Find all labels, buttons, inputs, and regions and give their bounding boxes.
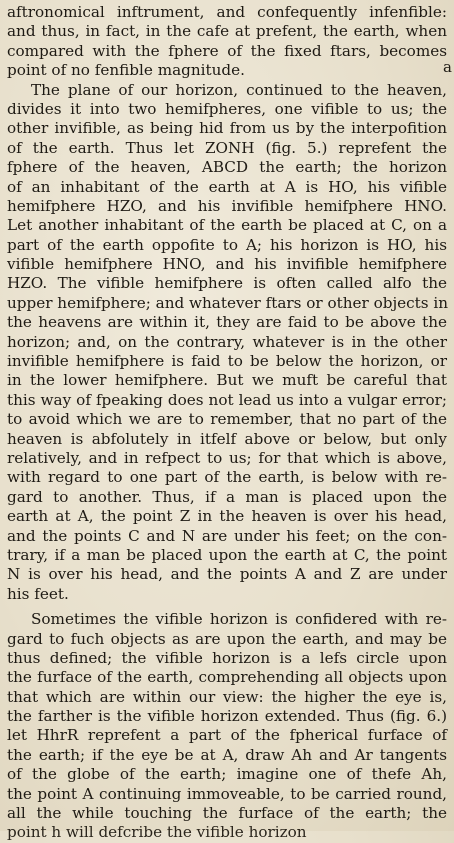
text-line: and the points C and N are under his feet; on the con- xyxy=(7,526,447,545)
text-line: The plane of our horizon, continued to the heaven, xyxy=(31,80,447,99)
text-line: divides it into two hemifpheres, one vifible to us; the xyxy=(7,99,447,118)
text-line: relatively, and in refpect to us; for that which is above, xyxy=(7,448,447,467)
text-line: compared with the fphere of the fixed ftars, becomes xyxy=(7,41,447,60)
text-line: the farther is the vifible horizon extended. Thus (fig. 6.) xyxy=(7,707,447,726)
text-line: gard to another. Thus, if a man is placed upon the xyxy=(7,487,447,506)
paragraph-1 xyxy=(7,3,447,81)
text-line: of the globe of the earth; imagine one of thefe Ah, xyxy=(7,765,447,784)
text-line: vifible hemifphere HNO, and his invifible hemifphere xyxy=(7,255,447,274)
paragraph-3 xyxy=(7,610,447,843)
text-line: let HhrR reprefent a part of the fpherical furface of xyxy=(7,726,447,745)
text-line: HZO. The vifible hemifphere is often called alfo the xyxy=(7,274,447,293)
text-line: the heavens are within it, they are faid to be above the xyxy=(7,313,447,332)
paragraph-2 xyxy=(7,81,447,605)
text-line: Sometimes the vifible horizon is confidered with re- xyxy=(31,610,447,629)
text-line: in the lower hemifphere. But we muft be careful that xyxy=(7,371,447,390)
text-line: part of the earth oppofite to A; his horizon is HO, his xyxy=(7,235,447,254)
text-line: to avoid which we are to remember, that no part of the xyxy=(7,410,447,429)
text-line: with regard to one part of the earth, is below with re- xyxy=(7,468,447,487)
text-line: Let another inhabitant of the earth be placed at C, on a xyxy=(7,216,447,235)
text-line: that which are within our view: the higher the eye is, xyxy=(7,687,447,706)
text-line: N is over his head, and the points A and Z are under xyxy=(7,565,447,584)
text-line: gard to fuch objects as are upon the earth, and may be xyxy=(7,629,447,648)
text-line: point h will defcribe the vifible horizon xyxy=(7,823,307,842)
text-line: aftronomical inftrument, and confequently infenfible: xyxy=(7,3,447,21)
text-line: point of no fenfible magnitude. xyxy=(7,61,245,80)
text-line: the point A continuing immoveable, to be carried round, xyxy=(7,784,447,803)
document-page xyxy=(7,3,447,843)
text-line: earth at A, the point Z in the heaven is over his head, xyxy=(7,507,447,526)
text-line: all the while touching the furface of the earth; the xyxy=(7,804,447,823)
text-line: hemifphere HZO, and his invifible hemifphere HNO. xyxy=(7,196,447,215)
text-line: heaven is abfolutely in itfelf above or below, but only xyxy=(7,429,447,448)
margin-mark: a xyxy=(443,58,452,76)
text-line: invifible hemifphere is faid to be below the horizon, or xyxy=(7,352,447,371)
text-line: and thus, in fact, in the cafe at prefent, the earth, when xyxy=(7,22,447,41)
text-line: upper hemifphere; and whatever ftars or other objects in xyxy=(7,293,449,312)
text-line: horizon; and, on the contrary, whatever is in the other xyxy=(7,332,447,351)
text-line: of the earth. Thus let ZONH (fig. 5.) reprefent the xyxy=(7,138,447,157)
text-line: this way of fpeaking does not lead us into a vulgar error; xyxy=(7,390,447,409)
text-line: trary, if a man be placed upon the earth at C, the point xyxy=(7,545,447,564)
text-line: fphere of the heaven, ABCD the earth; the horizon xyxy=(7,158,447,177)
text-line: the furface of the earth, comprehending all objects upon xyxy=(7,668,447,687)
text-line: thus defined; the vifible horizon is a lefs circle upon xyxy=(7,648,447,667)
text-line: of an inhabitant of the earth at A is HO, his vifible xyxy=(7,177,447,196)
text-line: other invifible, as being hid from us by the interpofition xyxy=(7,119,447,138)
text-line: the earth; if the eye be at A, draw Ah and Ar tangents xyxy=(7,745,447,764)
text-line: his feet. xyxy=(7,584,69,603)
